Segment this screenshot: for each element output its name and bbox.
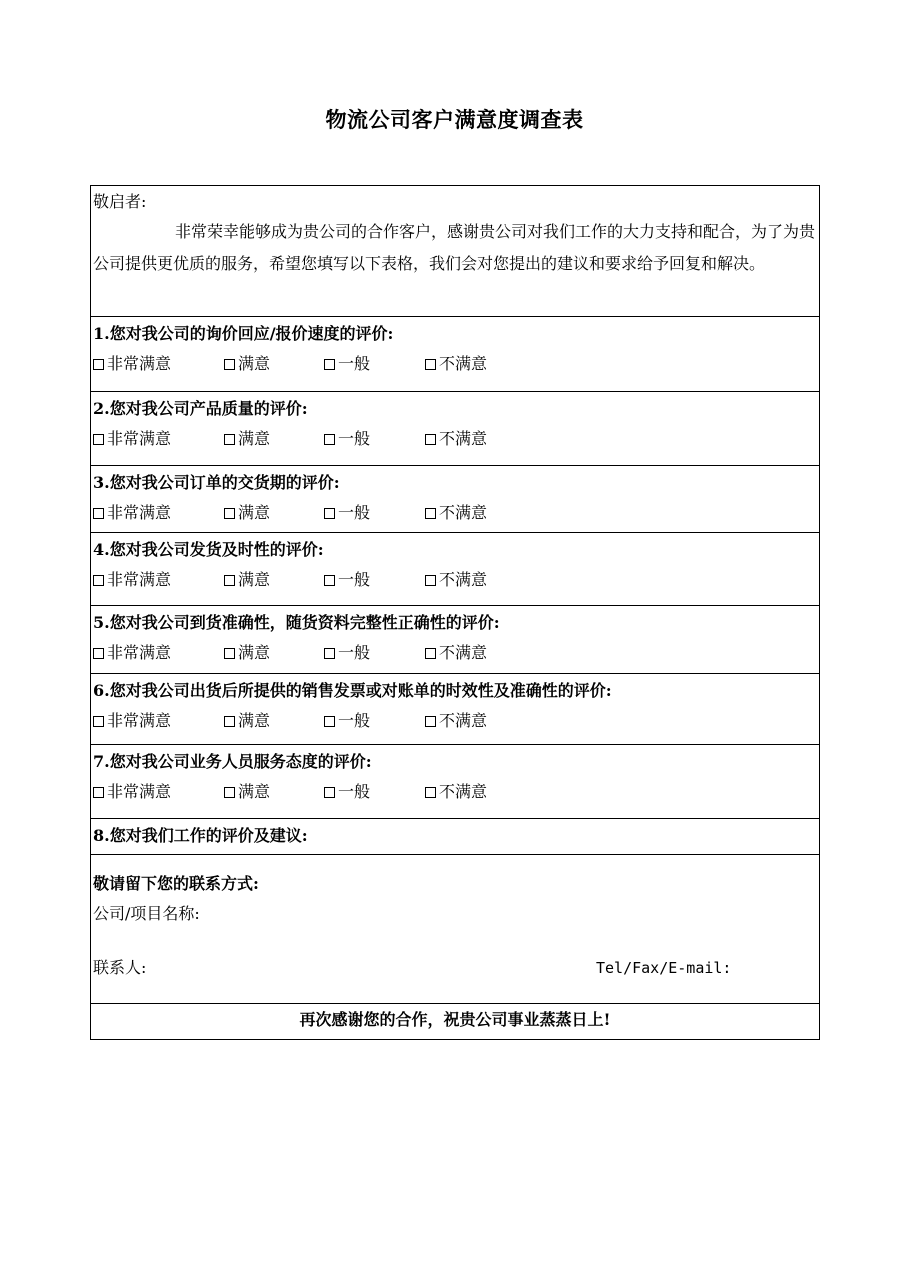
rating-options <box>93 349 817 379</box>
company-field[interactable] <box>93 899 817 929</box>
option-satisfied[interactable]: 满意 <box>224 706 324 736</box>
tel-label: Tel/Fax/E-mail: <box>596 959 732 977</box>
checkbox-icon[interactable] <box>425 508 436 519</box>
option-very-satisfied[interactable]: 非常满意 <box>93 638 224 668</box>
option-average[interactable]: 一般 <box>324 777 425 807</box>
checkbox-icon[interactable] <box>324 787 335 798</box>
option-unsatisfied[interactable]: 不满意 <box>425 706 545 736</box>
checkbox-icon[interactable] <box>93 648 104 659</box>
company-label: 公司/项目名称: <box>93 904 200 923</box>
question-text: 2.您对我公司产品质量的评价: <box>93 399 308 418</box>
option-satisfied[interactable]: 满意 <box>224 349 324 379</box>
rating-options <box>93 706 817 736</box>
question-text: 6.您对我公司出货后所提供的销售发票或对账单的时效性及准确性的评价: <box>93 681 612 700</box>
question-8 <box>91 819 819 855</box>
option-unsatisfied[interactable]: 不满意 <box>425 424 545 454</box>
option-average[interactable]: 一般 <box>324 638 425 668</box>
intro-text: 非常荣幸能够成为贵公司的合作客户，感谢贵公司对我们工作的大力支持和配合，为了为贵公司提供更优质的服务，希望您填写以下表格，我们会对您提出的建议和要求给予回复和解决。 <box>93 222 816 273</box>
person-label: 联系人: <box>93 958 147 977</box>
option-satisfied[interactable]: 满意 <box>224 424 324 454</box>
rating-options <box>93 638 817 668</box>
option-very-satisfied[interactable]: 非常满意 <box>93 777 224 807</box>
checkbox-icon[interactable] <box>93 434 104 445</box>
option-average[interactable]: 一般 <box>324 498 425 528</box>
intro-section <box>91 186 819 317</box>
checkbox-icon[interactable] <box>93 508 104 519</box>
option-satisfied[interactable]: 满意 <box>224 777 324 807</box>
question-7 <box>91 745 819 819</box>
option-very-satisfied[interactable]: 非常满意 <box>93 565 224 595</box>
survey-form <box>90 185 820 1040</box>
option-average[interactable]: 一般 <box>324 349 425 379</box>
checkbox-icon[interactable] <box>324 716 335 727</box>
checkbox-icon[interactable] <box>224 787 235 798</box>
question-2 <box>91 392 819 466</box>
option-very-satisfied[interactable]: 非常满意 <box>93 498 224 528</box>
checkbox-icon[interactable] <box>425 716 436 727</box>
question-text: 8.您对我们工作的评价及建议: <box>93 826 308 845</box>
option-satisfied[interactable]: 满意 <box>224 638 324 668</box>
checkbox-icon[interactable] <box>425 434 436 445</box>
question-1 <box>91 317 819 392</box>
question-6 <box>91 674 819 745</box>
option-satisfied[interactable]: 满意 <box>224 565 324 595</box>
checkbox-icon[interactable] <box>425 787 436 798</box>
question-3 <box>91 466 819 533</box>
question-text: 5.您对我公司到货准确性，随货资料完整性正确性的评价: <box>93 613 500 632</box>
checkbox-icon[interactable] <box>324 575 335 586</box>
checkbox-icon[interactable] <box>93 716 104 727</box>
option-average[interactable]: 一般 <box>324 565 425 595</box>
checkbox-icon[interactable] <box>324 648 335 659</box>
checkbox-icon[interactable] <box>93 575 104 586</box>
question-text: 7.您对我公司业务人员服务态度的评价: <box>93 752 372 771</box>
checkbox-icon[interactable] <box>224 716 235 727</box>
checkbox-icon[interactable] <box>224 648 235 659</box>
checkbox-icon[interactable] <box>425 359 436 370</box>
checkbox-icon[interactable] <box>224 434 235 445</box>
option-very-satisfied[interactable]: 非常满意 <box>93 424 224 454</box>
checkbox-icon[interactable] <box>324 434 335 445</box>
question-5 <box>91 606 819 674</box>
option-average[interactable]: 一般 <box>324 706 425 736</box>
question-4 <box>91 533 819 606</box>
option-unsatisfied[interactable]: 不满意 <box>425 349 545 379</box>
checkbox-icon[interactable] <box>93 787 104 798</box>
closing-text: 再次感谢您的合作，祝贵公司事业蒸蒸日上! <box>299 1010 611 1029</box>
checkbox-icon[interactable] <box>324 508 335 519</box>
option-unsatisfied[interactable]: 不满意 <box>425 565 545 595</box>
contact-heading: 敬请留下您的联系方式: <box>93 874 259 893</box>
question-text: 4.您对我公司发货及时性的评价: <box>93 540 324 559</box>
checkbox-icon[interactable] <box>93 359 104 370</box>
option-very-satisfied[interactable]: 非常满意 <box>93 706 224 736</box>
checkbox-icon[interactable] <box>324 359 335 370</box>
rating-options <box>93 565 817 595</box>
rating-options <box>93 777 817 807</box>
option-unsatisfied[interactable]: 不满意 <box>425 777 545 807</box>
option-unsatisfied[interactable]: 不满意 <box>425 498 545 528</box>
question-text: 1.您对我公司的询价回应/报价速度的评价: <box>93 324 394 343</box>
option-very-satisfied[interactable]: 非常满意 <box>93 349 224 379</box>
checkbox-icon[interactable] <box>224 508 235 519</box>
checkbox-icon[interactable] <box>425 648 436 659</box>
option-average[interactable]: 一般 <box>324 424 425 454</box>
rating-options <box>93 498 817 528</box>
checkbox-icon[interactable] <box>425 575 436 586</box>
greeting: 敬启者: <box>93 192 147 211</box>
checkbox-icon[interactable] <box>224 575 235 586</box>
question-text: 3.您对我公司订单的交货期的评价: <box>93 473 340 492</box>
checkbox-icon[interactable] <box>224 359 235 370</box>
contact-person-field[interactable] <box>93 953 817 983</box>
page-title: 物流公司客户满意度调查表 <box>325 108 584 132</box>
option-satisfied[interactable]: 满意 <box>224 498 324 528</box>
option-unsatisfied[interactable]: 不满意 <box>425 638 545 668</box>
rating-options <box>93 424 817 454</box>
contact-section <box>91 855 819 1004</box>
